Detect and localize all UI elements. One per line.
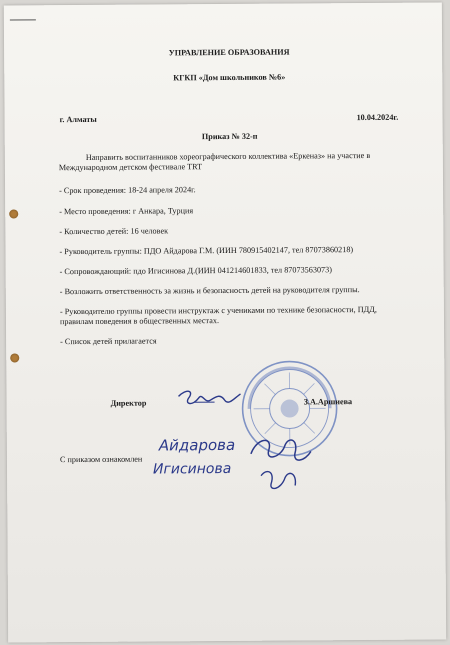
acquainted-signatures	[247, 431, 317, 499]
item-instruction-line-1: - Руководителю группы провести инструктаж с учениками по технике безопасности, ПДД,	[59, 304, 377, 317]
item-children-count: - Количество детей: 16 человек	[59, 226, 169, 237]
acquainted-label: С приказом ознакомлен	[59, 454, 143, 465]
item-dates: - Срок проведения: 18-24 апреля 2024г.	[59, 185, 196, 196]
order-date: 10.04.2024г.	[356, 112, 399, 123]
punch-hole-bottom	[10, 353, 19, 362]
director-title: Директор	[110, 398, 147, 408]
handwritten-name-1: Айдарова	[158, 435, 236, 455]
org-title: УПРАВЛЕНИЕ ОБРАЗОВАНИЯ	[168, 47, 290, 58]
item-location: - Место проведения: г Анкара, Турция	[59, 206, 194, 217]
top-rule	[10, 19, 36, 20]
director-signature	[174, 386, 244, 416]
city: г. Алматы	[59, 114, 97, 125]
item-group-leader: - Руководитель группы: ПДО Айдарова Г.М. (ИИН 780915402147, тел 87073860218)	[59, 245, 354, 257]
order-title: Приказ № 32-п	[201, 131, 258, 142]
intro-line-1: Направить воспитанников хореографического коллектива «Еркеназ» на участие в	[85, 150, 371, 162]
punch-hole-top	[9, 209, 18, 218]
item-responsibility: - Возложить ответственность за жизнь и безопасность детей на руководителя группы.	[59, 285, 360, 297]
item-list-attached: - Список детей прилагается	[60, 336, 157, 347]
intro-line-2: Международном детском фестивале TRT	[58, 162, 203, 173]
document-sheet	[4, 2, 446, 642]
item-escort: - Сопровождающий: пдо Игисинова Д.(ИИН 041214601833, тел 87073563073)	[59, 265, 332, 277]
item-instruction-line-2: правилам поведения в общественных местах.	[59, 316, 220, 327]
handwritten-name-2: Игисинова	[152, 460, 232, 478]
org-subtitle: КГКП «Дом школьников №6»	[173, 72, 286, 83]
director-name: З.А.Аршиева	[303, 397, 353, 407]
